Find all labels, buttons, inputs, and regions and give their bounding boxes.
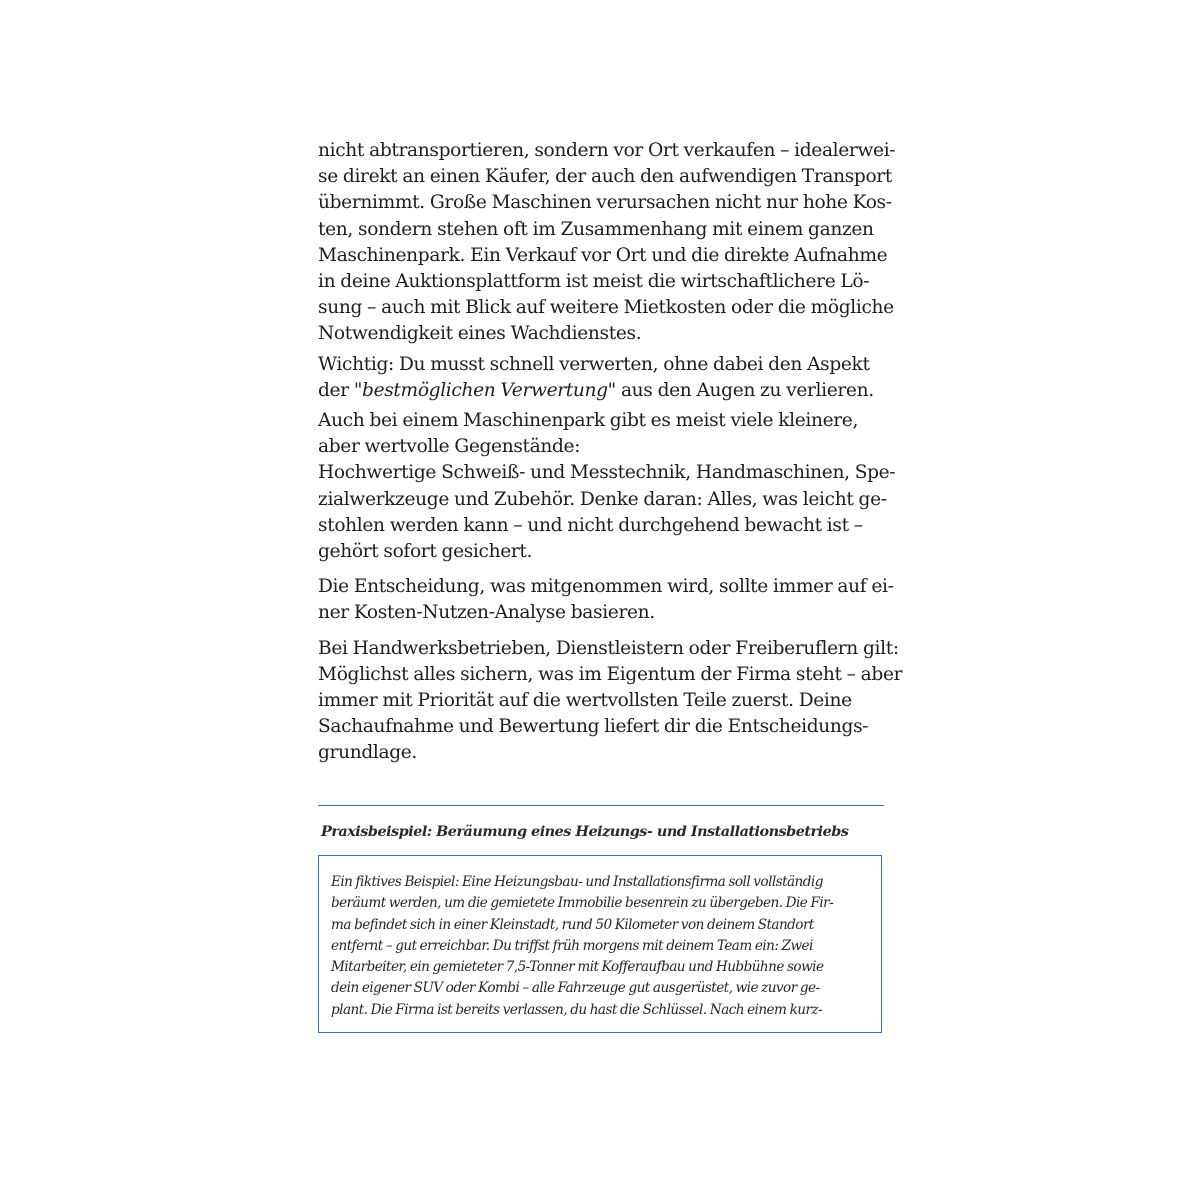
example-text-line: plant. Die Firma ist bereits verlassen, du hast die Schlüssel. Nach einem kurz-: [331, 1001, 823, 1018]
text-line: Notwendigkeit eines Wachdienstes.: [318, 323, 642, 345]
document-page: [318, 138, 903, 767]
paragraph-machines-sale: [318, 138, 896, 348]
paragraph-important-note: [318, 352, 884, 404]
text-line: Hochwertige Schweiß- und Messtechnik, Handmaschinen, Spe-: [318, 462, 896, 484]
text-line: Wichtig: Du musst schnell verwerten, ohne dabei den Aspekt: [318, 353, 870, 375]
emphasis-text: "bestmöglichen Verwertung": [353, 379, 616, 401]
text-line: aber wertvolle Gegenstände:: [318, 436, 581, 458]
example-text-line: dein eigener SUV oder Kombi – alle Fahrzeuge gut ausgerüstet, wie zuvor ge-: [331, 980, 820, 997]
paragraph-valuable-items: [318, 408, 896, 565]
text-line: ner Kosten-Nutzen-Analyse basieren.: [318, 602, 655, 624]
text-line: grundlage.: [318, 742, 417, 764]
text-line: gehört sofort gesichert.: [318, 541, 533, 563]
text-line: Maschinenpark. Ein Verkauf vor Ort und die direkte Aufnahme: [318, 244, 888, 266]
text-line: Sachaufnahme und Bewertung liefert dir die Entscheidungs-: [318, 716, 869, 738]
text-line: nicht abtransportieren, sondern vor Ort verkaufen – idealerwei-: [318, 140, 896, 161]
example-text-line: ma befindet sich in einer Kleinstadt, rund 50 Kilometer von deinem Standort: [331, 916, 814, 933]
paragraph-cost-benefit: [318, 574, 894, 626]
text-line: übernimmt. Große Maschinen verursachen nicht nur hohe Kos-: [318, 192, 892, 214]
text-line: se direkt an einen Käufer, der auch den aufwendigen Transport: [318, 166, 892, 188]
text-line: Auch bei einem Maschinenpark gibt es meist viele kleinere,: [318, 410, 859, 432]
example-text-line: entfernt – gut erreichbar. Du triffst früh morgens mit deinem Team ein: Zwei: [331, 937, 813, 954]
example-box: [318, 855, 882, 1033]
text-fragment: aus den Augen zu verlieren.: [615, 379, 874, 401]
example-caption: Praxisbeispiel: Beräumung eines Heizungs- und Installationsbetriebs: [321, 823, 849, 840]
example-text-line: beräumt werden, um die gemietete Immobilie besenrein zu übergeben. Die Fir-: [331, 895, 834, 912]
text-line: [318, 378, 884, 404]
text-line: sung – auch mit Blick auf weitere Mietkosten oder die mögliche: [318, 297, 894, 319]
text-line: zialwerkzeuge und Zubehör. Denke daran: Alles, was leicht ge-: [318, 488, 887, 510]
text-line: Bei Handwerksbetrieben, Dienstleistern oder Freiberuflern gilt:: [318, 637, 899, 659]
text-line: in deine Auktionsplattform ist meist die wirtschaftlichere Lö-: [318, 271, 870, 293]
text-line: Die Entscheidung, was mitgenommen wird, sollte immer auf ei-: [318, 576, 894, 598]
text-line: ten, sondern stehen oft im Zusammenhang mit einem ganzen: [318, 218, 874, 240]
example-text-line: Mitarbeiter, ein gemieteter 7,5-Tonner mit Kofferaufbau und Hubbühne sowie: [331, 959, 824, 976]
text-fragment: der: [318, 379, 354, 401]
paragraph-craft-businesses: [318, 636, 903, 767]
section-divider: [318, 805, 884, 806]
text-line: Möglichst alles sichern, was im Eigentum der Firma steht – aber: [318, 663, 903, 685]
text-line: immer mit Priorität auf die wertvollsten Teile zuerst. Deine: [318, 690, 852, 712]
text-line: stohlen werden kann – und nicht durchgehend bewacht ist –: [318, 514, 863, 536]
example-text-line: Ein fiktives Beispiel: Eine Heizungsbau- und Installationsfirma soll vollständig: [331, 874, 823, 890]
